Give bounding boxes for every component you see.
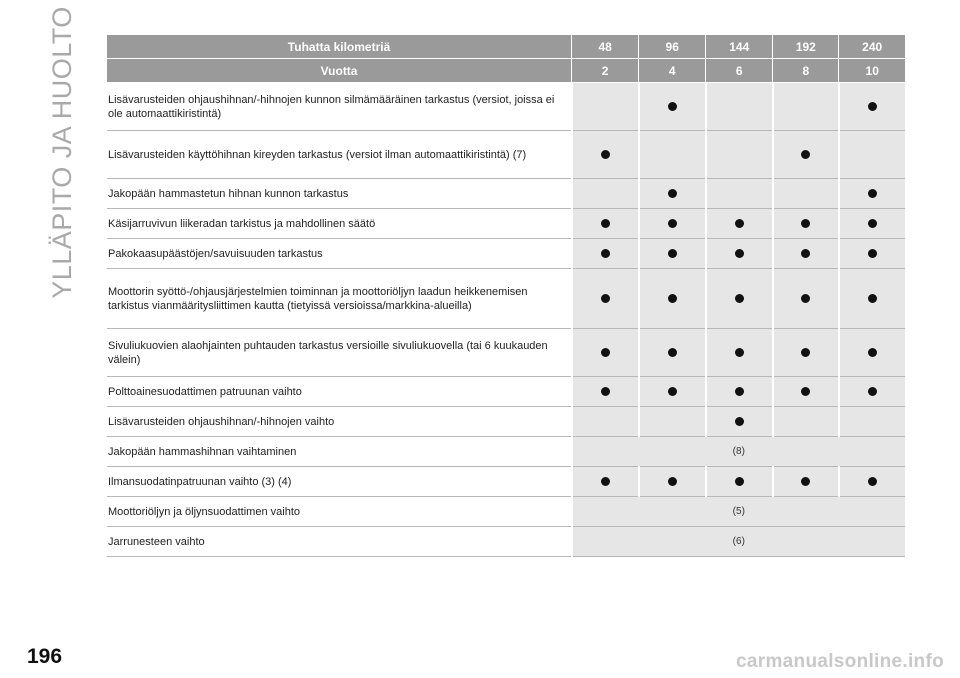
interval-cell [639,377,706,407]
section-title-text: YLLÄPITO JA HUOLTO [46,6,77,299]
scheduled-dot-icon [735,219,744,228]
interval-cell [706,179,773,209]
interval-cell [773,269,839,329]
schedule-row [107,377,905,407]
interval-cell [839,329,905,377]
scheduled-dot-icon [601,150,610,159]
interval-cell [639,269,706,329]
scheduled-dot-icon [601,348,610,357]
interval-cell [706,131,773,179]
operation-description: Moottoriöljyn ja öljynsuodattimen vaihto [107,497,572,527]
interval-cell [639,179,706,209]
maintenance-schedule-table [107,35,905,557]
header-year-label: Vuotta [107,59,572,83]
interval-cell [572,83,639,131]
scheduled-dot-icon [668,387,677,396]
header-km-value: 192 [773,35,839,59]
operation-description: Pakokaasupäästöjen/savuisuuden tarkastus [107,239,572,269]
scheduled-dot-icon [801,477,810,486]
scheduled-dot-icon [868,249,877,258]
scheduled-dot-icon [868,102,877,111]
operation-description: Jakopään hammashihnan vaihtaminen [107,437,572,467]
scheduled-dot-icon [868,189,877,198]
interval-cell [706,467,773,497]
operation-description: Jarrunesteen vaihto [107,527,572,557]
scheduled-dot-icon [868,219,877,228]
scheduled-dot-icon [668,219,677,228]
interval-cell [572,179,639,209]
interval-cell [706,407,773,437]
interval-cell [839,467,905,497]
header-year-value: 8 [773,59,839,83]
operation-description: Lisävarusteiden käyttöhihnan kireyden tarkastus (versiot ilman automaattikiristintä) (7) [107,131,572,179]
interval-cell [572,269,639,329]
watermark-text: carmanualsonline.info [736,651,944,672]
schedule-row [107,467,905,497]
schedule-row [107,407,905,437]
header-year-value: 2 [572,59,639,83]
header-km-value: 240 [839,35,905,59]
schedule-row [107,209,905,239]
interval-cell [773,407,839,437]
interval-cell [773,131,839,179]
scheduled-dot-icon [735,249,744,258]
schedule-row [107,269,905,329]
section-title-vertical [32,6,92,299]
interval-note: (6) [572,527,905,557]
scheduled-dot-icon [601,219,610,228]
interval-cell [639,467,706,497]
interval-cell [706,209,773,239]
header-km-value: 48 [572,35,639,59]
schedule-row [107,131,905,179]
schedule-row [107,527,905,557]
interval-cell [839,269,905,329]
interval-cell [572,209,639,239]
header-row-km [107,35,905,59]
interval-cell [572,131,639,179]
scheduled-dot-icon [801,150,810,159]
interval-cell [839,179,905,209]
scheduled-dot-icon [735,477,744,486]
scheduled-dot-icon [601,477,610,486]
interval-cell [639,131,706,179]
scheduled-dot-icon [801,348,810,357]
interval-cell [706,83,773,131]
scheduled-dot-icon [735,348,744,357]
operation-description: Polttoainesuodattimen patruunan vaihto [107,377,572,407]
interval-note: (5) [572,497,905,527]
operation-description: Moottorin syöttö-/ohjausjärjestelmien toiminnan ja moottoriöljyn laadun heikkenemisen tarkistus vianmääritysliittimen kautta (tietyissä versioissa/markkina-alueilla) [107,269,572,329]
scheduled-dot-icon [868,294,877,303]
scheduled-dot-icon [668,477,677,486]
scheduled-dot-icon [868,348,877,357]
scheduled-dot-icon [801,294,810,303]
interval-cell [773,377,839,407]
schedule-body [107,83,905,557]
interval-cell [839,377,905,407]
interval-cell [706,269,773,329]
header-year-value: 4 [639,59,706,83]
scheduled-dot-icon [801,249,810,258]
interval-cell [773,329,839,377]
header-row-years [107,59,905,83]
interval-cell [773,179,839,209]
scheduled-dot-icon [735,417,744,426]
scheduled-dot-icon [601,249,610,258]
interval-cell [839,209,905,239]
interval-cell [839,83,905,131]
scheduled-dot-icon [601,294,610,303]
schedule-row [107,329,905,377]
schedule-row [107,497,905,527]
interval-cell [572,329,639,377]
scheduled-dot-icon [735,387,744,396]
interval-cell [572,377,639,407]
interval-cell [639,329,706,377]
operation-description: Jakopään hammastetun hihnan kunnon tarkastus [107,179,572,209]
interval-cell [706,329,773,377]
scheduled-dot-icon [868,387,877,396]
operation-description: Ilmansuodatinpatruunan vaihto (3) (4) [107,467,572,497]
scheduled-dot-icon [668,348,677,357]
header-km-value: 96 [639,35,706,59]
header-km-value: 144 [706,35,773,59]
interval-note: (8) [572,437,905,467]
interval-cell [572,467,639,497]
interval-cell [706,239,773,269]
interval-cell [639,209,706,239]
operation-description: Lisävarusteiden ohjaushihnan/-hihnojen vaihto [107,407,572,437]
interval-cell [572,239,639,269]
operation-description: Käsijarruvivun liikeradan tarkistus ja mahdollinen säätö [107,209,572,239]
interval-cell [839,407,905,437]
header-year-value: 6 [706,59,773,83]
interval-cell [773,209,839,239]
header-year-value: 10 [839,59,905,83]
interval-cell [773,83,839,131]
interval-cell [706,377,773,407]
schedule-row [107,83,905,131]
scheduled-dot-icon [601,387,610,396]
interval-cell [773,467,839,497]
schedule-row [107,239,905,269]
scheduled-dot-icon [668,294,677,303]
interval-cell [773,239,839,269]
schedule-row [107,437,905,467]
schedule-row [107,179,905,209]
scheduled-dot-icon [801,219,810,228]
operation-description: Lisävarusteiden ohjaushihnan/-hihnojen kunnon silmämääräinen tarkastus (versiot, joissa ei ole automaattikiristintä) [107,83,572,131]
scheduled-dot-icon [668,189,677,198]
interval-cell [572,407,639,437]
header-km-label: Tuhatta kilometriä [107,35,572,59]
scheduled-dot-icon [668,102,677,111]
interval-cell [639,83,706,131]
interval-cell [839,239,905,269]
interval-cell [839,131,905,179]
scheduled-dot-icon [801,387,810,396]
scheduled-dot-icon [868,477,877,486]
scheduled-dot-icon [668,249,677,258]
page-number: 196 [27,645,63,668]
interval-cell [639,239,706,269]
schedule-header [107,35,905,83]
scheduled-dot-icon [735,294,744,303]
operation-description: Sivuliukuovien alaohjainten puhtauden tarkastus versioille sivuliukuovella (tai 6 kuukauden välein) [107,329,572,377]
interval-cell [639,407,706,437]
